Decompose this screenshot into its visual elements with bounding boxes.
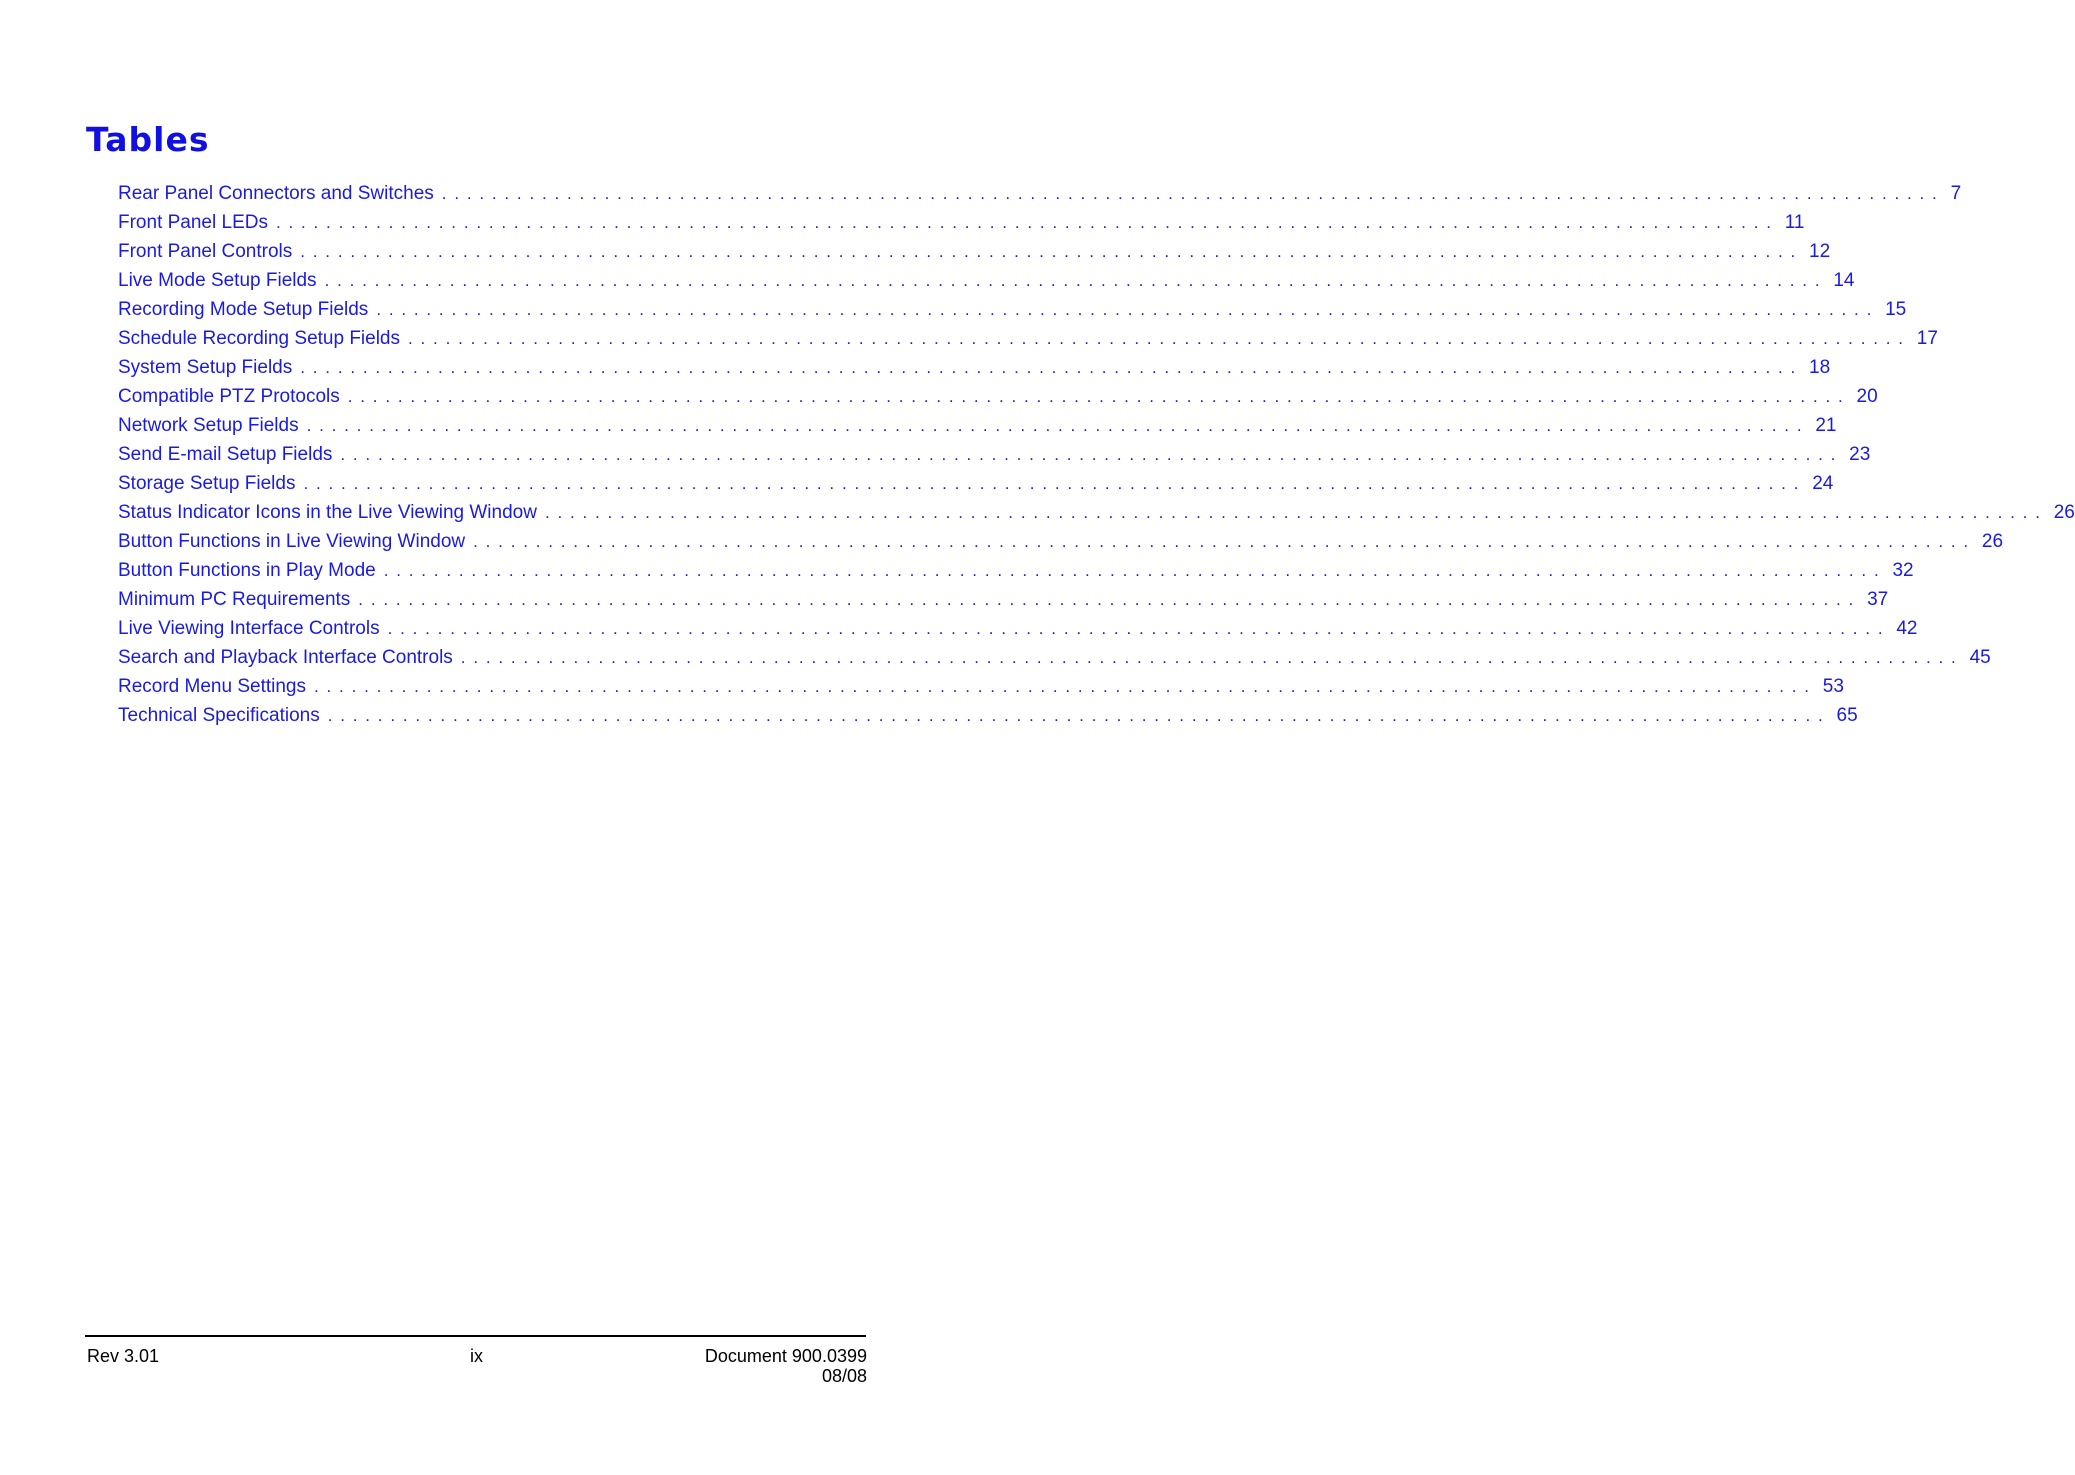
toc-entry-label: Button Functions in Play Mode (118, 560, 376, 581)
dot-leader: ........................................................................................................................ (275, 213, 1779, 232)
dot-leader: ........................................................................................................................ (324, 271, 1828, 290)
toc-entry-technical-specifications[interactable] (118, 701, 1858, 730)
toc-entry-page: 24 (1812, 473, 1834, 494)
toc-entry-label: Network Setup Fields (118, 415, 299, 436)
toc-entry-page: 26 (1981, 531, 2004, 552)
dot-leader: ........................................................................................................................ (387, 619, 1891, 638)
toc-entry-label: Rear Panel Connectors and Switches (118, 183, 434, 204)
toc-entry-rear-panel-connectors[interactable] (118, 179, 1962, 208)
dot-leader: ........................................................................................................................ (441, 184, 1945, 203)
footer-document-number: Document 900.0399 (704, 1346, 867, 1366)
toc-entry-label: Send E-mail Setup Fields (118, 444, 333, 465)
toc-entry-label: Compatible PTZ Protocols (118, 386, 340, 407)
toc-entry-recording-mode-setup[interactable] (118, 295, 1907, 324)
toc-entry-page: 65 (1836, 705, 1858, 726)
toc-entry-page: 42 (1896, 618, 1918, 639)
toc-entry-label: Search and Playback Interface Controls (118, 647, 453, 668)
page-title: Tables (86, 120, 210, 159)
toc-entry-page: 15 (1885, 299, 1907, 320)
toc-entry-label: Live Viewing Interface Controls (118, 618, 380, 639)
dot-leader: ........................................................................................................................ (358, 590, 1862, 609)
toc-entry-page: 14 (1833, 270, 1855, 291)
toc-entry-label: Record Menu Settings (118, 676, 306, 697)
toc-entry-page: 17 (1916, 328, 1938, 349)
footer-revision: Rev 3.01 (87, 1346, 160, 1366)
table-list (118, 179, 2075, 730)
toc-entry-page: 20 (1856, 386, 1878, 407)
toc-entry-label: Recording Mode Setup Fields (118, 299, 369, 320)
dot-leader: ........................................................................................................................ (306, 416, 1810, 435)
toc-entry-label: Minimum PC Requirements (118, 589, 351, 610)
dot-leader: ........................................................................................................................ (473, 532, 1976, 551)
toc-entry-storage-setup[interactable] (118, 469, 1834, 498)
toc-entry-page: 53 (1822, 676, 1844, 697)
toc-entry-page: 32 (1892, 560, 1914, 581)
dot-leader: ........................................................................................................................ (340, 445, 1844, 464)
dot-leader: ........................................................................................................................ (303, 474, 1807, 493)
toc-entry-label: Schedule Recording Setup Fields (118, 328, 401, 349)
toc-entry-page: 12 (1809, 241, 1831, 262)
toc-entry-search-playback-controls[interactable] (118, 643, 1991, 672)
toc-entry-label: Status Indicator Icons in the Live Viewing Window (118, 502, 537, 523)
footer-date: 08/08 (821, 1366, 867, 1386)
dot-leader: ........................................................................................................................ (383, 561, 1887, 580)
toc-entry-schedule-recording-setup[interactable] (118, 324, 1938, 353)
dot-leader: ........................................................................................................................ (408, 329, 1911, 348)
toc-entry-button-functions-play[interactable] (118, 556, 1914, 585)
dot-leader: ........................................................................................................................ (347, 387, 1851, 406)
toc-entry-label: Front Panel LEDs (118, 212, 268, 233)
toc-entry-live-mode-setup[interactable] (118, 266, 1855, 295)
toc-entry-status-indicator-icons[interactable] (118, 498, 2075, 527)
toc-entry-label: Live Mode Setup Fields (118, 270, 317, 291)
toc-entry-page: 45 (1969, 647, 1991, 668)
footer-page-number: ix (470, 1346, 483, 1366)
dot-leader: ........................................................................................................................ (376, 300, 1880, 319)
dot-leader: ........................................................................................................................ (544, 503, 2048, 522)
footer-divider (85, 1335, 866, 1337)
toc-entry-page: 23 (1849, 444, 1871, 465)
toc-entry-page: 21 (1815, 415, 1837, 436)
toc-entry-label: Button Functions in Live Viewing Window (118, 531, 466, 552)
toc-entry-network-setup[interactable] (118, 411, 1837, 440)
toc-entry-page: 26 (2053, 502, 2075, 523)
dot-leader: ........................................................................................................................ (300, 358, 1804, 377)
toc-entry-compatible-ptz-protocols[interactable] (118, 382, 1878, 411)
toc-entry-label: System Setup Fields (118, 357, 293, 378)
toc-entry-label: Technical Specifications (118, 705, 320, 726)
toc-entry-live-viewing-controls[interactable] (118, 614, 1918, 643)
toc-entry-record-menu-settings[interactable] (118, 672, 1844, 701)
toc-entry-label: Storage Setup Fields (118, 473, 296, 494)
toc-entry-minimum-pc-requirements[interactable] (118, 585, 1889, 614)
toc-entry-system-setup[interactable] (118, 353, 1831, 382)
dot-leader: ........................................................................................................................ (327, 706, 1831, 725)
toc-entry-label: Front Panel Controls (118, 241, 293, 262)
toc-entry-page: 7 (1950, 183, 1962, 204)
toc-entry-front-panel-leds[interactable] (118, 208, 1805, 237)
toc-entry-send-email-setup[interactable] (118, 440, 1871, 469)
dot-leader: ........................................................................................................................ (300, 242, 1804, 261)
toc-entry-page: 37 (1867, 589, 1889, 610)
dot-leader: ........................................................................................................................ (314, 677, 1817, 696)
toc-entry-button-functions-live[interactable] (118, 527, 2004, 556)
footer-document-info (705, 1346, 867, 1386)
dot-leader: ........................................................................................................................ (460, 648, 1964, 667)
toc-entry-page: 11 (1784, 212, 1805, 233)
toc-entry-front-panel-controls[interactable] (118, 237, 1831, 266)
toc-entry-page: 18 (1809, 357, 1831, 378)
